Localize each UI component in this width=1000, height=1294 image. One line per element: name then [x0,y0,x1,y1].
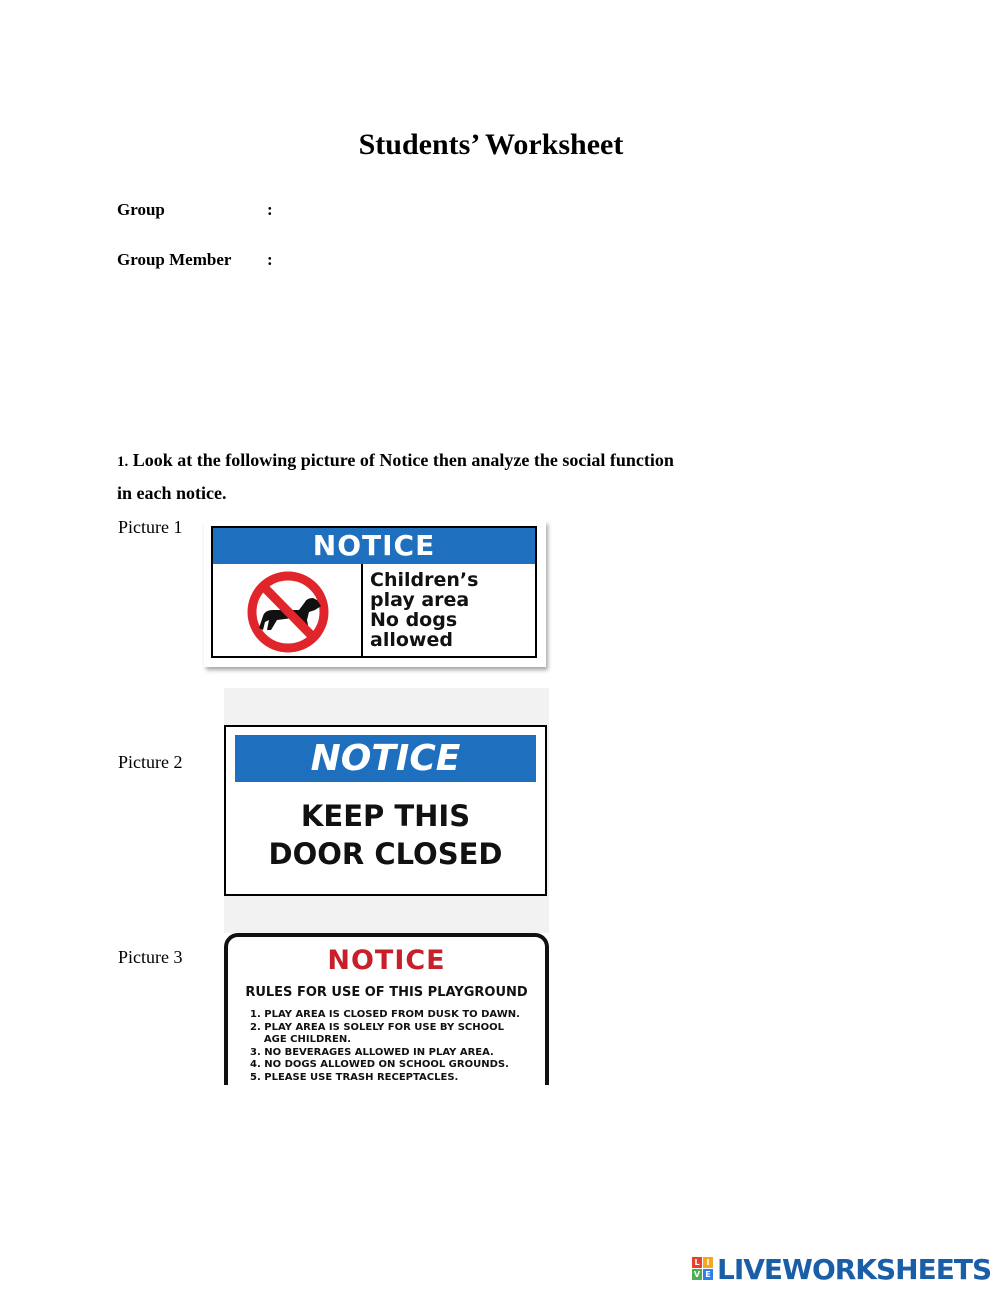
sign-line: KEEP THIS [300,799,471,833]
group-member-colon: : [267,250,273,269]
rule-item: 1. PLAY AREA IS CLOSED FROM DUSK TO DAWN. [250,1009,520,1020]
notice-sign-3 [224,933,549,1085]
sign-line: Children’s [370,569,479,591]
sign-header: NOTICE [213,528,535,564]
question-number: 1. [117,454,129,470]
sign-header: NOTICE [327,945,446,976]
question-text: Look at the following picture of Notice then analyze the social function [132,450,674,470]
sign-frame [224,933,549,1085]
notice-sign-2 [224,725,547,896]
sign-line: DOOR CLOSED [268,837,503,871]
logo-block: L [692,1257,702,1268]
sign-header: NOTICE [235,735,536,782]
sign-divider [361,564,363,658]
picture-2-label: Picture 2 [118,752,183,772]
page-title: Students’ Worksheet [358,128,624,161]
question-line-1 [117,450,674,471]
rule-item: 5. PLEASE USE TRASH RECEPTACLES. [250,1071,459,1083]
liveworksheets-logo [692,1253,991,1285]
rule-item: AGE CHILDREN. [250,1034,351,1045]
logo-blocks-icon [692,1257,714,1281]
sign-subtitle: RULES FOR USE OF THIS PLAYGROUND [245,985,528,1000]
rule-item: 2. PLAY AREA IS SOLELY FOR USE BY SCHOOL [250,1021,505,1033]
group-colon: : [267,200,273,219]
sign-line: No dogs [370,609,458,631]
picture-3-label: Picture 3 [118,947,183,967]
sign-line: allowed [370,629,453,651]
group-label: Group [117,200,165,219]
rule-item: 3. NO BEVERAGES ALLOWED IN PLAY AREA. [250,1046,494,1058]
logo-text: LIVEWORKSHEETS [717,1252,992,1286]
notice-sign-1 [204,521,546,667]
sign-frame [211,526,537,658]
sign-text [370,570,540,650]
sign-line: play area [370,589,470,611]
group-member-label: Group Member [117,250,232,269]
picture-1-label: Picture 1 [118,517,183,537]
rule-item: 4. NO DOGS ALLOWED ON SCHOOL GROUNDS. [250,1059,509,1070]
logo-block: V [693,1270,701,1279]
question-line-2: in each notice. [117,483,227,503]
logo-block: I [703,1257,713,1268]
logo-block: E [703,1269,713,1280]
no-dogs-icon [221,570,355,659]
rules-list [250,1009,520,1084]
